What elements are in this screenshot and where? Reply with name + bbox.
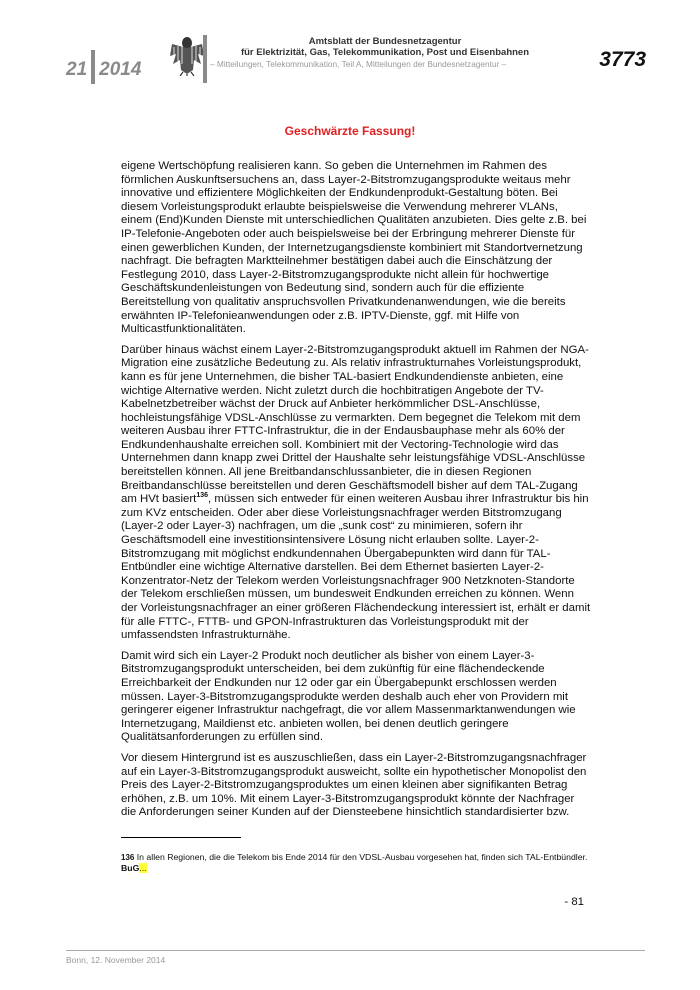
paragraph: Vor diesem Hintergrund ist es auszuschließen, dass ein Layer-2-Bitstromzugangsnachfrager auf ein Layer-3-Bitstromzugangsprodukt ausweicht, sollte ein hypothetischer Monopolist den Preis des Layer-2-Bitstromzugangsproduktes um einen kleinen aber signifikanten Betrag erhöhen, z.B. um 10%. Mit einem Layer-3-Bitstromzugangsprodukt könnte der Nachfrager die Anforderungen seiner Kunden auf der Diensteebene hinsichtlich standardisierter bzw. xyxy=(121,751,587,819)
footnote-text: In allen Regionen, die die Telekom bis Ende 2014 für den VDSL-Ausbau vorgesehen hat, finden sich TAL-Entbündler. xyxy=(134,852,588,862)
journal-title-line1: Amtsblatt der Bundesnetzagentur xyxy=(308,36,462,47)
journal-title xyxy=(210,36,560,58)
redaction-notice: Geschwärzte Fassung! xyxy=(284,124,416,138)
paragraph-text: , müssen sich entweder für einen weiteren Ausbau ihrer Infrastruktur bis hin zum KVz entscheiden. Oder aber diese Vorleistungsnachfrager werden Bitstromzugang (Layer-2 oder Layer-3) nachfragen, um die „sunk cost“ zu minimieren, sofern ihr Geschäftsmodell eine investitionsintensivere Lösung nicht erlauben sollte. Layer-2-Bitstromzugang mit möglichst endkundennahen Übergabepunkten wird dann für TAL-Entbündler eine wichtige Alternative darstellen. Bei dem Ethernet basierten Layer-2-Konzentrator-Netz der Telekom werden Vorleistungsnachfrager 900 Netzknoten-Standorte der Telekom erschließen müssen, um bundesweit Endkunden erreichen zu können. Wenn der Vorleistungsnachfrager an einer größeren Flächendeckung interessiert ist, erhält er damit für alle FTTC-, FTTB- und GPON-Infrastrukturen das Vorleistungsprodukt mit der umfassendsten Infrastrukturnähe. xyxy=(121,493,591,642)
footer-divider xyxy=(66,950,645,951)
journal-subtitle: – Mitteilungen, Telekommunikation, Teil A, Mitteilungen der Bundesnetzagentur – xyxy=(210,59,507,69)
federal-eagle-icon xyxy=(168,34,206,76)
issue-label xyxy=(66,50,141,84)
paragraph-text: Darüber hinaus wächst einem Layer-2-Bitstromzugangsprodukt aktuell im Rahmen der NGA-Migration eine zusätzliche Bedeutung zu. Als relativ infrastrukturnahes Vorleistungsprodukt, kann es für jene Unternehmen, die bisher TAL-basiert Endkundendienste anbieten, eine wichtige Alternative werden. Nicht zuletzt durch die hochbitratigen Angebote der TV-Kabelnetzbetreiber wächst der Druck auf Anbieter herkömmlicher DSL-Anschlüsse, hochleistungsfähige VDSL-Anschlüsse zu vermarkten. Dem begegnet die Telekom mit dem weiteren Ausbau ihrer FTTC-Infrastruktur, die in der Endausbauphase mehr als 60% der Endkundenhaushalte erreichen soll. Kombiniert mit der Vectoring-Technologie wird das Unternehmen dann knapp zwei Drittel der Haushalte sehr leistungsfähige VDSL-Anschlüsse bereitstellen können. All jene Breitbandanschlussanbieter, die in diesen Regionen Breitbandanschlüsse bereitstellen und deren Geschäftsmodell bisher auf dem TAL-Zugang am HVt basiert xyxy=(121,343,589,506)
journal-page-number: 3773 xyxy=(599,48,646,71)
issue-number: 21 xyxy=(66,59,88,80)
footer-date: Bonn, 12. November 2014 xyxy=(66,955,166,965)
footnote-number: 136 xyxy=(121,853,135,862)
issue-year: 2014 xyxy=(99,59,142,80)
footnote-marker[interactable]: 136 xyxy=(196,492,209,500)
journal-title-line2: für Elektrizität, Gas, Telekommunikation, Post und Eisenbahnen xyxy=(240,47,530,58)
paragraph-with-footnote xyxy=(121,344,591,643)
page-reference: - 81 xyxy=(564,896,584,908)
paragraph: Damit wird sich ein Layer-2 Produkt noch deutlicher als bisher von einem Layer-3-Bitstromzugangsprodukt unterscheiden, bei dem zukünftig für eine flächendeckende Erreichbarkeit der Endkunden nur 12 oder gar ein Übergabepunkt erschlossen werden müssen. Layer-3-Bitstromzugangsprodukte werden deshalb auch eher von Providern mit geringerer eigener Infrastruktur nachgefragt, die vor allem Massenmarktanwendungen wie Internetzugang, Maildienst etc. anbieten wollen, bei denen deutlich geringere Qualitätsanforderungen zu erfüllen sind. xyxy=(121,649,576,744)
footnote-divider xyxy=(121,837,241,838)
redacted-highlight: ... xyxy=(139,863,147,873)
body-text xyxy=(121,160,591,827)
header-divider xyxy=(203,35,207,83)
footnote xyxy=(121,852,591,874)
footnote-bug-label: BuG xyxy=(121,863,140,873)
paragraph: eigene Wertschöpfung realisieren kann. So geben die Unternehmen im Rahmen des förmlichen Auskunftsersuchens an, dass Layer-2-Bitstromzugangsprodukte weitaus mehr innovative und effizientere Möglichkeiten der Endkundenprodukt-Gestaltung böten. Bei diesem Vorleistungsprodukt erlaubte beispielsweise die Verwendung mehrerer VLANs, einem (End)Kunden Dienste mit unterschiedlichen Qualitäten anzubieten. Dies gelte z.B. bei IP-Telefonie-Angeboten oder auch beispielsweise bei der Erbringung mehrerer Dienste für einen gewerblichen Kunden, der Internetzugangsdienste kombiniert mit Standortvernetzung nachfragt. Die befragten Marktteilnehmer bestätigen dabei auch die Einschätzung der Festlegung 2010, dass Layer-2-Bitstromzugangsprodukte nicht allein für hochwertige Geschäftskundenleistungen von Bedeutung sind, sondern auch für die effiziente Bereitstellung von qualitativ anspruchsvollen Privatkundenanwendungen, wie die bereits erwähnten IP-Telefonieanwendungen oder z.B. IPTV-Dienste, ggf. mit Hilfe von Multicastfunktionalitäten. xyxy=(121,160,587,336)
issue-separator xyxy=(91,50,95,84)
